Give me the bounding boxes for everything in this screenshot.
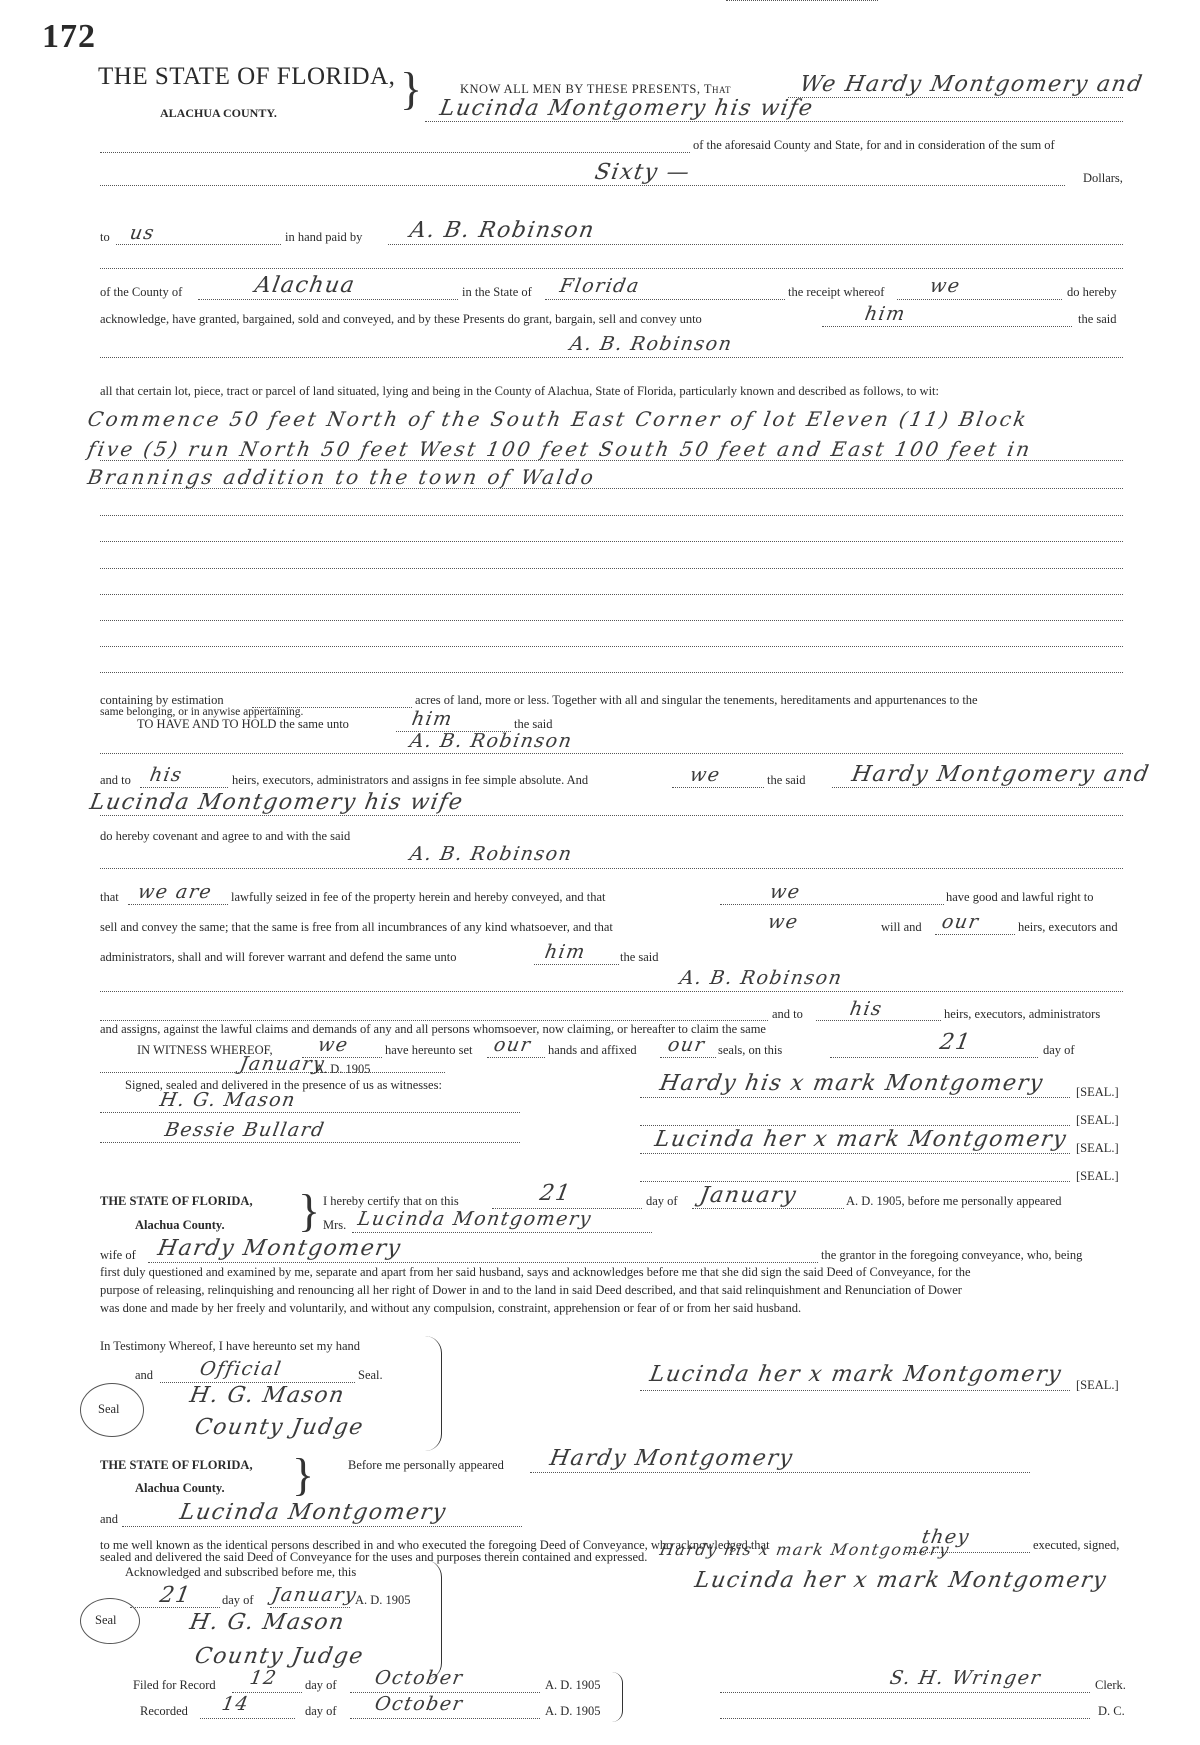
filed-day: 12	[248, 1667, 280, 1689]
grantor-signature-2: Lucinda her x mark Montgomery	[652, 1127, 1070, 1152]
habendum-his: his	[148, 764, 185, 786]
amount-line	[100, 185, 1065, 186]
receipt-line	[897, 299, 1062, 300]
ack-day-of: day of	[222, 1593, 254, 1607]
grantor-line-1	[788, 97, 1123, 98]
paid-to: us	[128, 222, 157, 244]
ack-county: Alachua County.	[135, 1481, 225, 1495]
habendum-grantee: A. B. Robinson	[408, 730, 575, 752]
header-brace: }	[400, 63, 423, 114]
we-line-1	[720, 904, 944, 905]
dower-and: and	[135, 1368, 154, 1382]
county-heading: ALACHUA COUNTY.	[160, 106, 277, 120]
grantor-text: the grantor in the foregoing conveyance, who, being	[821, 1248, 1083, 1262]
lawfully-text: lawfully seized in fee of the property herein and hereby conveyed, and that	[231, 890, 606, 904]
dower-ad: A. D. 1905, before me personally appeared	[846, 1194, 1062, 1208]
habendum-grantor-1: Hardy Montgomery and	[849, 762, 1152, 787]
habendum-grantee-line	[100, 753, 1123, 754]
dollars-text: Dollars,	[1083, 171, 1123, 185]
know-all-men: KNOW ALL MEN BY THESE PRESENTS, That	[460, 82, 732, 96]
dower-signature-line	[640, 1390, 1070, 1391]
we-are: we are	[136, 881, 215, 903]
ack-month-line	[270, 1607, 350, 1608]
covenant-grantee-line-2	[100, 991, 1123, 992]
seal-2: [SEAL.]	[1076, 1113, 1119, 1127]
grantee-name: A. B. Robinson	[568, 333, 735, 355]
covenant-him: him	[543, 941, 588, 963]
dower-brace: }	[298, 1185, 321, 1236]
ack-ad: A. D. 1905	[355, 1593, 411, 1607]
husband-line	[148, 1262, 818, 1263]
habendum-the-said: the said	[514, 717, 553, 731]
aforesaid-text: of the aforesaid County and State, for and in consideration of the sum of	[693, 138, 1055, 152]
habendum-grantor-2: Lucinda Montgomery his wife	[87, 790, 466, 815]
receipt-by: we	[928, 275, 963, 297]
dower-seal: [SEAL.]	[1076, 1378, 1119, 1392]
dower-day: 21	[537, 1181, 574, 1206]
habendum-grantor-line	[832, 787, 1123, 788]
executed-text: executed, signed,	[1033, 1538, 1120, 1552]
ack-name-line-1	[530, 1472, 1030, 1473]
ack-name-1: Hardy Montgomery	[547, 1446, 796, 1471]
covenant-and-to: and to	[772, 1007, 803, 1021]
recorded-text: Recorded	[140, 1704, 188, 1718]
witness-1: H. G. Mason	[158, 1089, 298, 1111]
our-line-2	[660, 1057, 716, 1058]
desc-line	[100, 568, 1123, 569]
containing-text: containing by estimation	[100, 693, 224, 707]
clerk-line	[720, 1692, 1090, 1693]
witness-month: January	[238, 1053, 328, 1075]
clerk-text: Clerk.	[1095, 1678, 1126, 1692]
ack-officer: H. G. Mason	[187, 1610, 348, 1635]
filed-text: Filed for Record	[133, 1678, 216, 1692]
we-line	[672, 787, 764, 788]
husband-name: Hardy Montgomery	[155, 1236, 404, 1261]
signature-line-1	[640, 1097, 1070, 1098]
grantee-pronoun-line	[822, 326, 1072, 327]
ack-brace: }	[292, 1449, 315, 1500]
signed-text: Signed, sealed and delivered in the presence of us as witnesses:	[125, 1078, 442, 1092]
sealed-text: sealed and delivered the said Deed of Conveyance for the uses and purposes therein contained and expressed.	[100, 1550, 648, 1564]
land-desc-3: Brannings addition to the town of Waldo	[85, 465, 598, 489]
covenant-grantee: A. B. Robinson	[408, 843, 575, 865]
dower-month: January	[697, 1183, 800, 1208]
have-hereunto-text: have hereunto set	[385, 1043, 473, 1057]
ack-name-line-2	[122, 1526, 522, 1527]
ack-day: 21	[157, 1583, 194, 1608]
rec-day-of: day of	[305, 1704, 337, 1718]
mrs-name: Lucinda Montgomery	[356, 1208, 594, 1230]
signature-line-4	[640, 1181, 1070, 1182]
grantee-line	[100, 357, 1123, 358]
we-line-2	[726, 0, 878, 1]
desc-line	[100, 646, 1123, 647]
him-line	[534, 964, 619, 965]
witness-day: 21	[937, 1030, 974, 1055]
before-me-text: Before me personally appeared	[348, 1458, 504, 1472]
blank-line	[100, 268, 1123, 269]
belonging-text: same belonging, or in anywise appertaining.	[100, 706, 304, 718]
grantor-signature-1: Hardy his x mark Montgomery	[657, 1071, 1046, 1096]
dower-officer-title: County Judge	[192, 1415, 367, 1440]
dower-signature: Lucinda her x mark Montgomery	[647, 1362, 1065, 1387]
our-line-1	[487, 1057, 545, 1058]
acknowledge-text: acknowledge, have granted, bargained, sold and conveyed, and by these Presents do grant, bargain, sell and convey unto	[100, 312, 702, 326]
covenant-his: his	[848, 998, 885, 1020]
good-right-text: have good and lawful right to	[946, 890, 1094, 904]
rec-month: October	[373, 1693, 466, 1715]
desc-line	[100, 620, 1123, 621]
seal-3: [SEAL.]	[1076, 1141, 1119, 1155]
rec-ad: A. D. 1905	[545, 1704, 601, 1718]
covenant-our: our	[940, 911, 982, 933]
testimony-brace	[425, 1336, 442, 1451]
witness-2-line	[100, 1142, 520, 1143]
ack-name-2: Lucinda Montgomery	[177, 1500, 449, 1525]
filing-brace	[612, 1672, 623, 1722]
assigns-text: and assigns, against the lawful claims and demands of any and all persons whomsoever, now claiming, or hereafter to claim the same	[100, 1022, 766, 1036]
witness-our-2: our	[666, 1034, 708, 1056]
known-text: to me well known as the identical persons described in and who executed the foregoing Deed of Conveyance, who acknowledged that	[100, 1538, 770, 1552]
witness-1-line	[100, 1112, 520, 1113]
county-line	[198, 299, 458, 300]
that-text: that	[100, 890, 119, 904]
desc-line	[100, 672, 1123, 673]
desc-line	[100, 541, 1123, 542]
and-to-text: and to	[100, 773, 131, 787]
wife-of-text: wife of	[100, 1248, 136, 1262]
hands-text: hands and affixed	[548, 1043, 637, 1057]
clerk-name: S. H. Wringer	[888, 1667, 1044, 1689]
to-text: to	[100, 230, 110, 244]
heirs-exec-admin-text: heirs, executors, administrators	[944, 1007, 1101, 1021]
seal-4: [SEAL.]	[1076, 1169, 1119, 1183]
grantee-county: Alachua	[252, 273, 358, 298]
covenant-we-2: we	[766, 911, 801, 933]
witness-day-line	[830, 1057, 1038, 1058]
certify-text: I hereby certify that on this	[323, 1194, 459, 1208]
subscribed-text: Acknowledged and subscribed before me, this	[125, 1565, 357, 1579]
habendum-pronoun: him	[410, 708, 455, 730]
rec-day-line	[200, 1718, 295, 1719]
mrs-line	[352, 1232, 652, 1233]
ack-signature-2: Lucinda her x mark Montgomery	[692, 1568, 1110, 1593]
land-intro: all that certain lot, piece, tract or parcel of land situated, lying and being in the County of Alachua, State of Florida, particularly known and described as follows, to wit:	[100, 384, 940, 398]
grantor-line-2	[425, 121, 1123, 122]
sell-convey-text: sell and convey the same; that the same is free from all incumbrances of any kind whatsoever, and that	[100, 920, 613, 934]
state-heading: THE STATE OF FLORIDA,	[98, 63, 396, 90]
paid-to-line	[116, 244, 281, 245]
ack-side-brace	[425, 1560, 442, 1680]
dower-officer: H. G. Mason	[187, 1383, 348, 1408]
filed-day-of: day of	[305, 1678, 337, 1692]
signature-line-2	[640, 1125, 1070, 1126]
grantee-state: Florida	[558, 275, 642, 297]
ack-signature-1: Hardy his x mark Montgomery	[658, 1540, 952, 1559]
state-line	[545, 299, 785, 300]
grantors-line-2: Lucinda Montgomery his wife	[437, 96, 816, 121]
mrs-text: Mrs.	[323, 1218, 347, 1232]
our-line	[935, 934, 1015, 935]
administrators-text: administrators, shall and will forever warrant and defend the same unto	[100, 950, 457, 964]
ack-state: THE STATE OF FLORIDA,	[100, 1458, 253, 1472]
receipt-text: the receipt whereof	[788, 285, 885, 299]
ack-stamp-label: Seal	[95, 1613, 117, 1627]
covenant-the-said: the said	[620, 950, 659, 964]
seals-text: seals, on this	[718, 1043, 783, 1057]
land-desc-2: five (5) run North 50 feet West 100 feet South 50 feet and East 100 feet in	[85, 437, 1034, 461]
acres-text: acres of land, more or less. Together with all and singular the tenements, hereditaments and appurtenances to the	[415, 693, 978, 707]
dower-p3: was done and made by her freely and voluntarily, and without any compulsion, constraint, apprehension or fear of or from her said husband.	[100, 1301, 802, 1315]
we-are-line	[128, 904, 228, 905]
covenant-grantee-2: A. B. Robinson	[678, 967, 845, 989]
witness-our-1: our	[492, 1034, 534, 1056]
stamp-label: Seal	[98, 1402, 120, 1416]
dower-day-of: day of	[646, 1194, 678, 1208]
dower-month-line	[692, 1208, 844, 1209]
covenant-we-1: we	[768, 881, 803, 903]
in-state-text: in the State of	[462, 285, 532, 299]
ack-officer-title: County Judge	[192, 1644, 367, 1669]
do-hereby-text: do hereby	[1067, 285, 1117, 299]
blank-line	[100, 152, 690, 153]
the-said-text: the said	[1078, 312, 1117, 326]
grantee-pronoun: him	[863, 303, 908, 325]
seal-word: Seal.	[358, 1368, 383, 1382]
blank-line	[100, 1020, 768, 1021]
will-and-text: will and	[881, 920, 922, 934]
to-have-text: TO HAVE AND TO HOLD the same unto	[137, 717, 349, 731]
payer-line	[388, 244, 1123, 245]
habendum-we: we	[688, 764, 723, 786]
ack-month: January	[270, 1584, 360, 1606]
signature-line-3	[640, 1153, 1070, 1154]
land-desc-1: Commence 50 feet North of the South East Corner of lot Eleven (11) Block	[85, 407, 1031, 431]
witness-2: Bessie Bullard	[163, 1119, 327, 1141]
dower-p2: purpose of releasing, relinquishing and renouncing all her right of Dower in and to the land in said Deed described, and that said relinquishment and Renunciation of Dower	[100, 1283, 962, 1297]
desc-line	[100, 515, 1123, 516]
habendum-the-said-2: the said	[767, 773, 806, 787]
page-number: 172	[42, 18, 96, 55]
filed-ad: A. D. 1905	[545, 1678, 601, 1692]
witness-we: we	[316, 1034, 351, 1056]
witness-ad: A. D. 1905	[315, 1062, 371, 1076]
dower-state: THE STATE OF FLORIDA,	[100, 1194, 253, 1208]
covenant-grantee-line	[100, 868, 1123, 869]
dower-county: Alachua County.	[135, 1218, 225, 1232]
of-county-text: of the County of	[100, 285, 183, 299]
seal-1: [SEAL.]	[1076, 1085, 1119, 1099]
official-word: Official	[198, 1358, 284, 1380]
heirs-exec-text: heirs, executors and	[1018, 920, 1118, 934]
rec-day: 14	[220, 1693, 252, 1715]
dc-line	[720, 1718, 1090, 1719]
in-witness-text: IN WITNESS WHEREOF,	[137, 1043, 273, 1057]
ack-and: and	[100, 1512, 119, 1526]
his-line	[140, 787, 228, 788]
dower-p1: first duly questioned and examined by me, separate and apart from her said husband, says and acknowledges before me that she did sign the said Deed of Conveyance, for the	[100, 1265, 971, 1279]
ack-they: they	[920, 1526, 972, 1548]
his-line-2	[816, 1020, 941, 1021]
grantors-line-1: We Hardy Montgomery and	[797, 72, 1146, 97]
filed-month: October	[373, 1667, 466, 1689]
dc-text: D. C.	[1098, 1704, 1125, 1718]
desc-line	[100, 594, 1123, 595]
covenant-text: do hereby covenant and agree to and with the said	[100, 829, 351, 843]
day-of-text: day of	[1043, 1043, 1075, 1057]
habendum-grantor-line-2	[100, 815, 1123, 816]
testimony-text: In Testimony Whereof, I have hereunto set my hand	[100, 1339, 361, 1353]
rec-month-line	[350, 1718, 540, 1719]
payer-name: A. B. Robinson	[407, 218, 598, 243]
consideration-amount: Sixty —	[592, 160, 693, 185]
hand-paid-text: in hand paid by	[285, 230, 363, 244]
heirs-clause: heirs, executors, administrators and assigns in fee simple absolute. And	[232, 773, 589, 787]
